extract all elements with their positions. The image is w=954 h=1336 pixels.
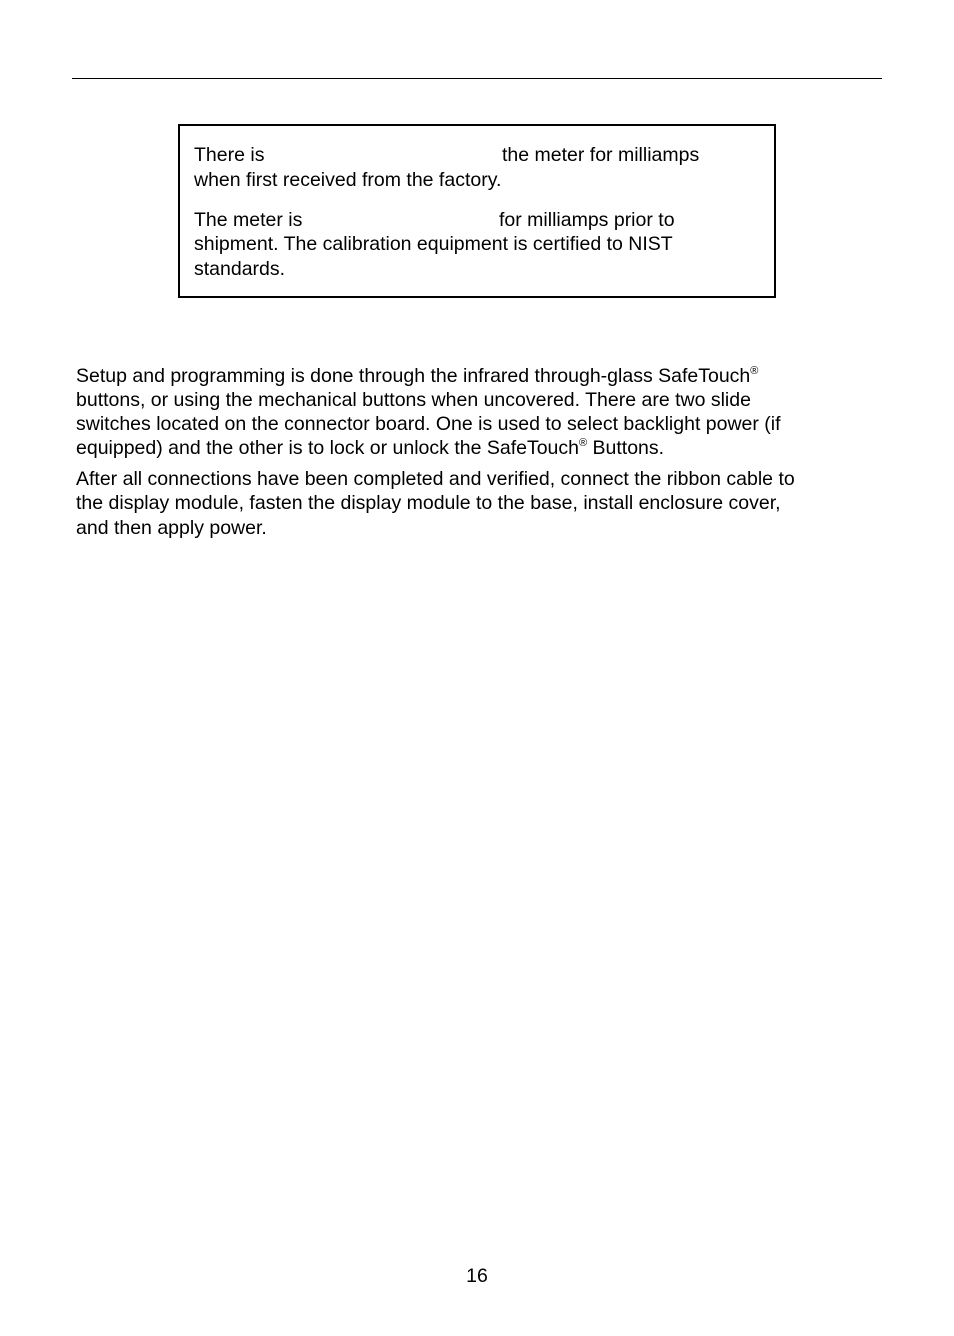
registered-mark: ®: [750, 365, 759, 377]
body-para1-line2: buttons, or using the mechanical buttons when uncovered. There are two slide: [76, 389, 751, 411]
body-para2-line2: the display module, fasten the display module to the base, install enclosure cover,: [76, 492, 781, 514]
header-rule: [72, 78, 882, 79]
page-number: 16: [466, 1265, 488, 1287]
body-para1-line1: [76, 364, 758, 389]
registered-mark: ®: [579, 437, 588, 449]
body-para2-line1: After all connections have been completed and verified, connect the ribbon cable to: [76, 468, 795, 490]
note-para2-line1-left: The meter is: [194, 209, 303, 231]
calibration-note-box: [178, 124, 776, 298]
note-para2-line2: shipment. The calibration equipment is certified to NIST: [194, 233, 673, 255]
note-para2-line1-right: for milliamps prior to: [499, 209, 675, 231]
body-para1-line4-text-a: equipped) and the other is to lock or unlock the SafeTouch: [76, 437, 579, 459]
body-para1-line4-text-b: Buttons.: [587, 437, 665, 459]
note-para1-line1-left: There is: [194, 144, 265, 166]
note-para1-line1-right: the meter for milliamps: [502, 144, 700, 166]
note-para1-line2: when first received from the factory.: [194, 169, 502, 191]
note-para2-line3: standards.: [194, 258, 286, 280]
body-para1-line4: [76, 436, 664, 461]
body-para1-line3: switches located on the connector board. One is used to select backlight power (if: [76, 413, 781, 435]
body-para1-line1-text: Setup and programming is done through the infrared through-glass SafeTouch: [76, 365, 751, 387]
body-para2-line3: and then apply power.: [76, 517, 267, 539]
